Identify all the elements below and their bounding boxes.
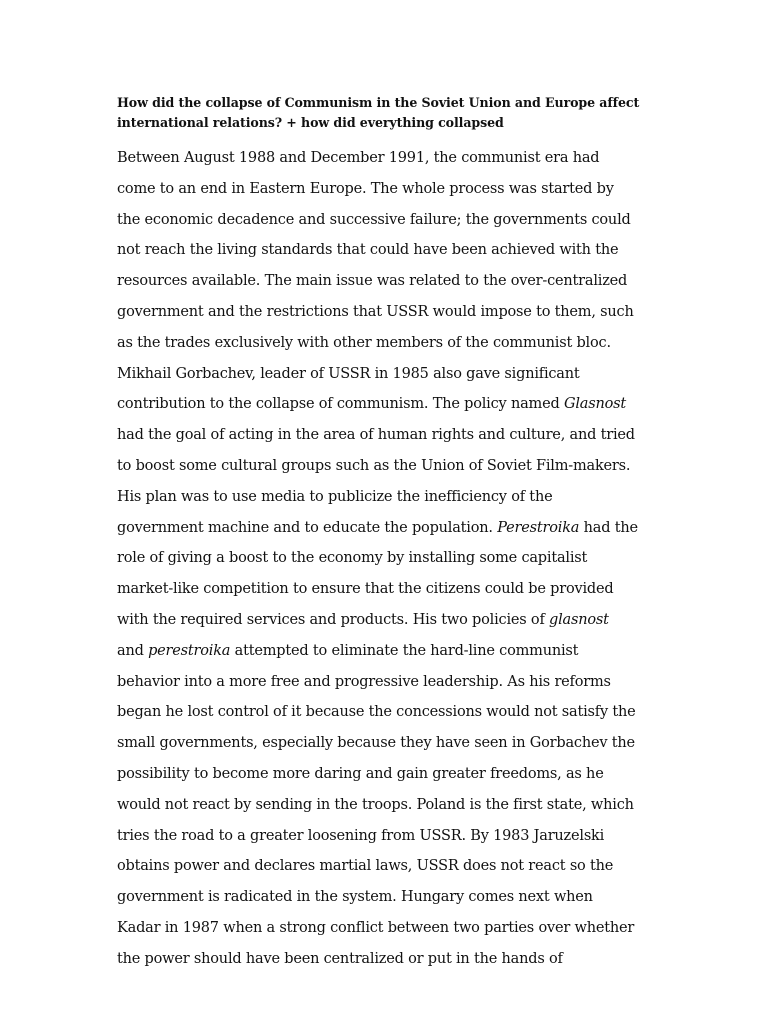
body-line: come to an end in Eastern Europe. The whole process was started by [117, 180, 614, 197]
body-line: tries the road to a greater loosening from USSR. By 1983 Jaruzelski [117, 827, 605, 844]
question-line-1: How did the collapse of Communism in the Soviet Union and Europe affect [117, 95, 640, 110]
body-line: behavior into a more free and progressive leadership. As his reforms [117, 673, 611, 690]
body-line: role of giving a boost to the economy by installing some capitalist [117, 550, 588, 567]
body-line: Mikhail Gorbachev, leader of USSR in 1985 also gave significant [117, 365, 580, 382]
document-body-text [117, 143, 677, 975]
body-line: market-like competition to ensure that the citizens could be provided [117, 581, 614, 598]
body-line: the economic decadence and successive failure; the governments could [117, 211, 631, 228]
body-text: and [117, 642, 149, 659]
body-line: government is radicated in the system. Hungary comes next when [117, 889, 593, 906]
question-line-2: international relations? + how did everything collapsed [117, 115, 504, 130]
italic-term-glasnost: glasnost [549, 611, 609, 628]
italic-term-perestroika: perestroika [148, 642, 231, 659]
body-line: began he lost control of it because the concessions would not satisfy the [117, 704, 636, 721]
body-text: attempted to eliminate the hard-line communist [230, 642, 579, 659]
body-line [117, 389, 677, 420]
body-text: with the required services and products. His two policies of [117, 611, 550, 628]
italic-term-glasnost: Glasnost [563, 396, 626, 413]
body-line [117, 513, 677, 544]
body-line [117, 636, 677, 667]
body-line: small governments, especially because they have seen in Gorbachev the [117, 735, 635, 752]
body-line: would not react by sending in the troops. Poland is the first state, which [117, 796, 634, 813]
body-text: had the [579, 519, 638, 536]
body-line: the power should have been centralized or put in the hands of [117, 950, 563, 967]
body-line [117, 605, 677, 636]
body-line: to boost some cultural groups such as the Union of Soviet Film-makers. [117, 457, 631, 474]
body-line: resources available. The main issue was related to the over-centralized [117, 273, 628, 290]
body-line: as the trades exclusively with other members of the communist bloc. [117, 334, 611, 351]
body-line: obtains power and declares martial laws, USSR does not react so the [117, 858, 614, 875]
body-line: had the goal of acting in the area of human rights and culture, and tried [117, 427, 635, 444]
body-line: not reach the living standards that could have been achieved with the [117, 242, 619, 259]
body-line: Kadar in 1987 when a strong conflict between two parties over whether [117, 919, 635, 936]
body-text: contribution to the collapse of communism. The policy named [117, 396, 564, 413]
body-line: possibility to become more daring and gain greater freedoms, as he [117, 765, 604, 782]
body-line: government and the restrictions that USSR would impose to them, such [117, 303, 634, 320]
italic-term-perestroika: Perestroika [497, 519, 580, 536]
body-text: government machine and to educate the population. [117, 519, 498, 536]
document-question-heading [117, 93, 677, 133]
body-line: His plan was to use media to publicize the inefficiency of the [117, 488, 553, 505]
body-line: Between August 1988 and December 1991, the communist era had [117, 150, 600, 166]
